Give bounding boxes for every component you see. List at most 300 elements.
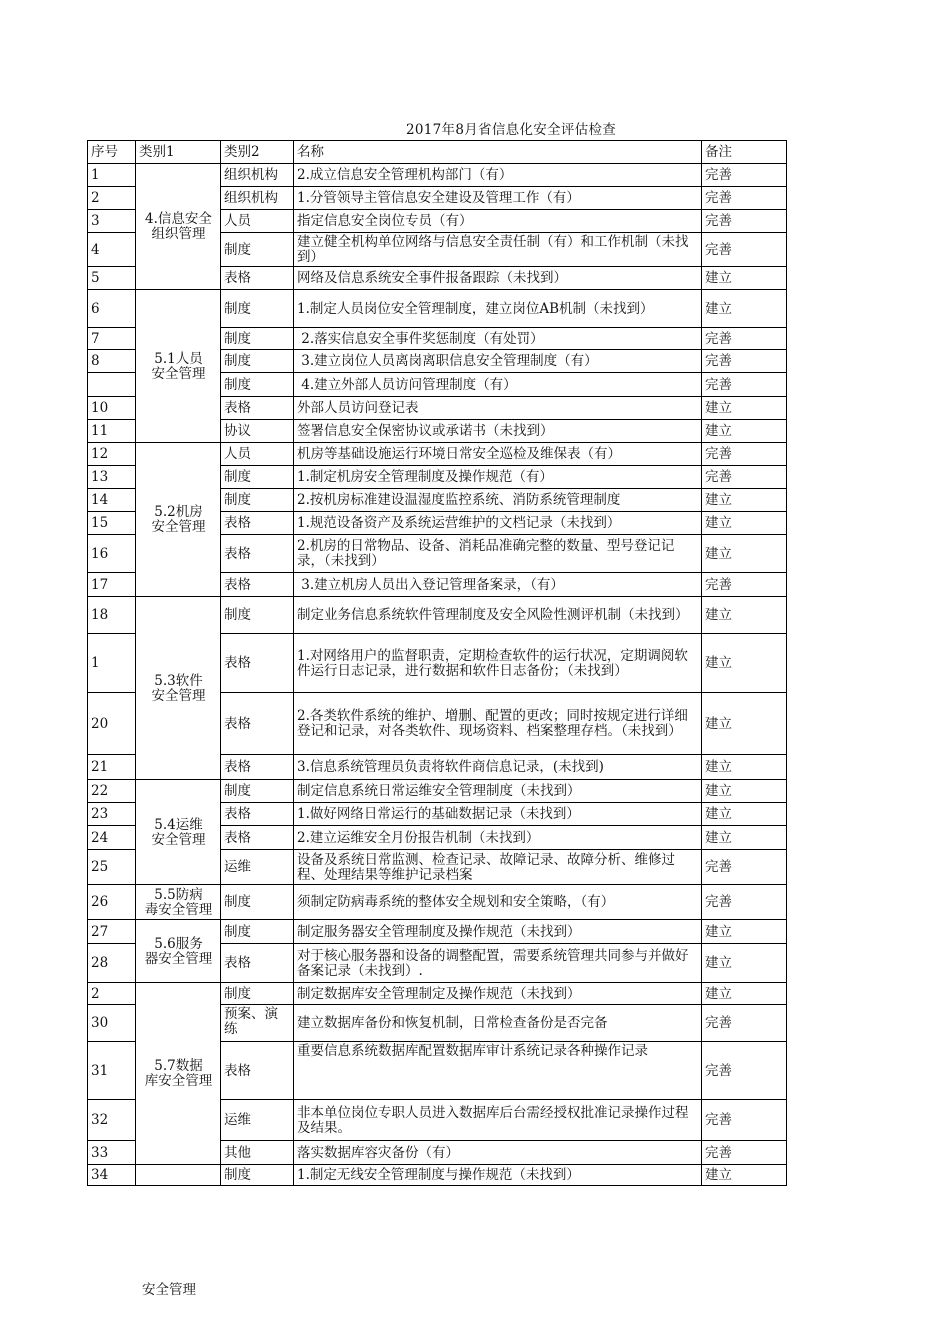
row-note (701, 572, 787, 597)
row-no-text: 33 (91, 1144, 109, 1161)
category1-cell (135, 289, 221, 443)
row-no (87, 596, 136, 634)
row-category2-text: 运维 (224, 1112, 251, 1128)
row-no (87, 692, 136, 755)
row-name (293, 534, 702, 573)
row-note (701, 802, 787, 826)
row-name-text: 制定信息系统日常运维安全管理制度（未找到） (297, 783, 581, 799)
row-no-text: 2 (91, 985, 100, 1002)
row-category2-text: 制度 (224, 783, 251, 799)
row-no-text: 12 (91, 446, 109, 462)
row-name (293, 186, 702, 210)
row-name-text: 1.规范设备资产及系统运营维护的文档记录（未找到） (297, 515, 621, 531)
row-category2 (220, 572, 294, 597)
row-name-text: 建立数据库备份和恢复机制，日常检查备份是否完备 (297, 1015, 608, 1031)
category1-cell (135, 884, 221, 920)
row-no (87, 849, 136, 885)
category1-cell (135, 779, 221, 885)
row-note-text: 完善 (705, 1144, 732, 1161)
row-category2 (220, 884, 294, 920)
row-note (701, 372, 787, 397)
row-category2 (220, 802, 294, 826)
row-no (87, 825, 136, 850)
row-no-text: 14 (91, 492, 109, 508)
row-note-text: 建立 (705, 655, 732, 671)
row-category2 (220, 1099, 294, 1141)
row-name-text: 落实数据库容灾备份（有） (297, 1144, 459, 1161)
row-name (293, 884, 702, 920)
row-note (701, 596, 787, 634)
header-note-text: 备注 (705, 144, 732, 160)
row-note-text: 建立 (705, 955, 732, 971)
row-name (293, 633, 702, 693)
row-note (701, 266, 787, 290)
row-note-text: 建立 (705, 1166, 732, 1183)
row-name-text: 2.落实信息安全事件奖惩制度（有处罚） (297, 330, 544, 347)
document-title: 2017年8月省信息化安全评估检查 (406, 122, 617, 138)
row-note (701, 982, 787, 1005)
row-category2-text: 表格 (224, 576, 251, 593)
row-category2 (220, 396, 294, 420)
row-no (87, 779, 136, 803)
row-note (701, 884, 787, 920)
row-category2-text: 表格 (224, 270, 251, 286)
row-name (293, 372, 702, 397)
row-note-text: 完善 (705, 469, 732, 485)
row-category2 (220, 943, 294, 983)
row-category2-text: 表格 (224, 955, 251, 971)
row-no-text: 31 (91, 1062, 109, 1079)
row-name-text: 外部人员访问登记表 (297, 400, 419, 416)
row-category2 (220, 289, 294, 328)
row-category2 (220, 419, 294, 443)
header-name-text: 名称 (297, 144, 324, 160)
row-category2-text: 其他 (224, 1144, 251, 1161)
row-name (293, 1004, 702, 1042)
row-category2 (220, 779, 294, 803)
row-category2-text: 制度 (224, 923, 251, 940)
row-category2-text: 制度 (224, 492, 251, 508)
row-category2 (220, 1004, 294, 1042)
row-category2 (220, 1041, 294, 1100)
row-name (293, 163, 702, 187)
row-no (87, 232, 136, 267)
row-no-text: 1 (91, 167, 100, 183)
row-no-text: 25 (91, 859, 109, 875)
row-note-text: 完善 (705, 376, 732, 393)
row-category2-text: 制度 (224, 985, 251, 1002)
category1-cell (135, 919, 221, 983)
row-note-text: 完善 (705, 353, 732, 369)
row-note-text: 完善 (705, 241, 732, 258)
row-note (701, 1099, 787, 1141)
row-no-text: 2 (91, 190, 100, 206)
row-category2 (220, 186, 294, 210)
row-name (293, 943, 702, 983)
row-note-text: 完善 (705, 213, 732, 229)
row-name (293, 488, 702, 512)
row-category2-text: 表格 (224, 759, 251, 775)
row-no (87, 266, 136, 290)
row-name (293, 1041, 702, 1100)
row-category2 (220, 534, 294, 573)
row-category2 (220, 465, 294, 489)
row-name-text: 3.建立机房人员出入登记管理备案录，（有） (297, 576, 564, 593)
row-note (701, 186, 787, 210)
row-no-text: 28 (91, 955, 109, 971)
row-name (293, 1140, 702, 1165)
row-name (293, 327, 702, 350)
row-name (293, 209, 702, 233)
row-category2 (220, 442, 294, 466)
row-no (87, 1004, 136, 1042)
category1-cell-text: 5.3软件 安全管理 (151, 672, 206, 704)
row-category2 (220, 1140, 294, 1165)
row-note (701, 1140, 787, 1165)
row-note (701, 1041, 787, 1100)
row-category2 (220, 692, 294, 755)
row-no-text: 32 (91, 1112, 109, 1128)
row-note-text: 完善 (705, 1015, 732, 1031)
row-category2 (220, 327, 294, 350)
row-note-text: 建立 (705, 607, 732, 623)
row-note (701, 943, 787, 983)
row-category2 (220, 163, 294, 187)
row-note (701, 488, 787, 512)
row-no (87, 919, 136, 944)
row-no-text: 11 (91, 423, 109, 439)
category1-cell (135, 596, 221, 780)
row-no (87, 349, 136, 373)
row-no-text: 13 (91, 469, 109, 485)
row-note-text: 完善 (705, 190, 732, 206)
row-name-text: 建立健全机构单位网络与信息安全责任制（有）和工作机制（未找到） (297, 234, 689, 265)
row-category2-text: 制度 (224, 376, 251, 393)
row-name-text: 3.信息系统管理员负责将软件商信息记录，(未找到) (297, 759, 604, 775)
row-category2-text: 协议 (224, 423, 251, 439)
row-note-text: 完善 (705, 1062, 732, 1079)
row-name-text: 重要信息系统数据库配置数据库审计系统记录各种操作记录 (297, 1043, 648, 1059)
row-category2-text: 表格 (224, 806, 251, 822)
row-category2-text: 制度 (224, 330, 251, 347)
row-name (293, 465, 702, 489)
row-category2 (220, 511, 294, 535)
category1-cell-text: 5.4运维 安全管理 (151, 816, 206, 848)
row-no (87, 209, 136, 233)
row-note (701, 511, 787, 535)
row-no-text: 26 (91, 894, 109, 910)
row-category2-text: 人员 (224, 446, 251, 462)
row-no (87, 372, 136, 397)
row-note (701, 825, 787, 850)
row-no-text: 3 (91, 213, 100, 229)
row-note-text: 完善 (705, 1112, 732, 1128)
row-name (293, 572, 702, 597)
row-category2 (220, 919, 294, 944)
row-no-text: 8 (91, 353, 100, 369)
row-name-text: 1.做好网络日常运行的基础数据记录（未找到） (297, 806, 580, 822)
row-category2-text: 制度 (224, 894, 251, 910)
row-note-text: 建立 (705, 829, 732, 846)
row-note (701, 692, 787, 755)
row-category2 (220, 488, 294, 512)
row-name-text: 3.建立岗位人员离岗离职信息安全管理制度（有） (297, 353, 598, 369)
header-category1 (135, 140, 221, 164)
row-no-text: 30 (91, 1015, 109, 1031)
row-note (701, 232, 787, 267)
row-category2 (220, 349, 294, 373)
header-category2 (220, 140, 294, 164)
row-name-text: 指定信息安全岗位专员（有） (297, 213, 473, 229)
row-name-text: 机房等基础设施运行环境日常安全巡检及维保表（有） (297, 446, 621, 462)
row-category2-text: 制度 (224, 241, 251, 258)
row-no-text: 21 (91, 759, 109, 775)
row-no (87, 442, 136, 466)
row-note (701, 349, 787, 373)
row-category2-text: 表格 (224, 655, 251, 671)
row-no-text: 4 (91, 241, 100, 258)
row-category2-text: 组织机构 (224, 190, 278, 206)
row-note (701, 396, 787, 420)
row-note-text: 建立 (705, 515, 732, 531)
category1-cell-text: 5.5防病 毒安全管理 (144, 886, 213, 918)
row-name (293, 825, 702, 850)
row-note-text: 建立 (705, 270, 732, 286)
row-no (87, 884, 136, 920)
row-no-text: 20 (91, 715, 109, 732)
row-category2-text: 表格 (224, 829, 251, 846)
row-name (293, 692, 702, 755)
row-name (293, 232, 702, 267)
row-note-text: 建立 (705, 300, 732, 317)
row-name-text: 制定业务信息系统软件管理制度及安全风险性测评机制（未找到） (297, 607, 689, 623)
row-note-text: 建立 (705, 492, 732, 508)
row-no (87, 534, 136, 573)
row-name-text: 4.建立外部人员访问管理制度（有） (297, 376, 517, 393)
row-note (701, 754, 787, 780)
row-name (293, 919, 702, 944)
row-note-text: 建立 (705, 715, 732, 732)
row-no-text: 34 (91, 1166, 109, 1183)
row-name (293, 396, 702, 420)
category1-cell (135, 982, 221, 1165)
row-no (87, 488, 136, 512)
category1-cell (135, 442, 221, 597)
row-name-text: 签署信息安全保密协议或承诺书（未找到） (297, 423, 554, 439)
footer-note: 安全管理 (142, 1282, 196, 1298)
row-name-text: 设备及系统日常监测、检查记录、故障记录、故障分析、维修过程、处理结果等维护记录档案 (297, 851, 675, 883)
row-category2-text: 表格 (224, 715, 251, 732)
header-note (701, 140, 787, 164)
row-category2 (220, 825, 294, 850)
row-category2 (220, 849, 294, 885)
row-no-text: 23 (91, 806, 109, 822)
row-note (701, 1004, 787, 1042)
row-category2 (220, 209, 294, 233)
row-note-text: 建立 (705, 545, 732, 562)
header-name (293, 140, 702, 164)
row-name (293, 849, 702, 885)
row-name (293, 802, 702, 826)
row-no (87, 327, 136, 350)
row-note-text: 建立 (705, 400, 732, 416)
header-no-text: 序号 (91, 144, 118, 160)
row-no (87, 396, 136, 420)
row-no-text: 16 (91, 545, 109, 562)
row-name-text: 对于核心服务器和设备的调整配置，需要系统管理共同参与并做好备案记录（未找到）. (297, 947, 689, 979)
row-category2-text: 制度 (224, 607, 251, 623)
row-note-text: 建立 (705, 759, 732, 775)
row-note (701, 534, 787, 573)
row-name-text: 2.按机房标准建设温湿度监控系统、消防系统管理制度 (297, 492, 621, 508)
row-category2-text: 组织机构 (224, 167, 278, 183)
row-note (701, 849, 787, 885)
row-no-text: 24 (91, 829, 109, 846)
row-category2 (220, 232, 294, 267)
row-no-text: 5 (91, 270, 100, 286)
row-category2-text: 制度 (224, 469, 251, 485)
row-no (87, 633, 136, 693)
row-no-text: 6 (91, 300, 100, 317)
row-note-text: 建立 (705, 806, 732, 822)
row-no (87, 186, 136, 210)
row-name (293, 1099, 702, 1141)
row-name-text: 1.制定无线安全管理制度与操作规范（未找到） (297, 1166, 580, 1183)
row-name-text: 制定数据库安全管理制定及操作规范（未找到） (297, 985, 581, 1002)
row-name-text: 1.制定机房安全管理制度及操作规范（有） (297, 469, 553, 485)
row-no (87, 289, 136, 328)
row-note (701, 465, 787, 489)
evaluation-table (87, 140, 787, 1208)
row-note (701, 327, 787, 350)
row-no-text: 18 (91, 607, 109, 623)
row-category2-text: 表格 (224, 545, 251, 562)
row-note (701, 1164, 787, 1186)
row-no-text: 15 (91, 515, 109, 531)
header-category2-text: 类别2 (224, 144, 260, 160)
header-no (87, 140, 136, 164)
row-no-text: 10 (91, 400, 109, 416)
row-name (293, 511, 702, 535)
row-note-text: 完善 (705, 446, 732, 462)
row-no (87, 754, 136, 780)
category1-cell-text: 5.7数据 库安全管理 (144, 1058, 213, 1089)
row-note-text: 建立 (705, 985, 732, 1002)
row-note (701, 163, 787, 187)
row-note-text: 建立 (705, 783, 732, 799)
row-category2-text: 人员 (224, 213, 251, 229)
row-name (293, 442, 702, 466)
row-category2 (220, 372, 294, 397)
row-no (87, 943, 136, 983)
row-no-text: 22 (91, 783, 109, 799)
row-note-text: 建立 (705, 923, 732, 940)
row-category2-text: 制度 (224, 300, 251, 317)
row-name-text: 网络及信息系统安全事件报备跟踪（未找到） (297, 270, 567, 286)
row-note (701, 209, 787, 233)
row-name-text: 非本单位岗位专职人员进入数据库后台需经授权批准记录操作过程及结果。 (297, 1104, 689, 1136)
row-no (87, 511, 136, 535)
row-name-text: 须制定防病毒系统的整体安全规划和安全策略，（有） (297, 894, 615, 910)
row-name (293, 266, 702, 290)
row-note (701, 633, 787, 693)
row-no (87, 419, 136, 443)
row-category2 (220, 982, 294, 1005)
row-category2-text: 制度 (224, 353, 251, 369)
row-name-text: 2.机房的日常物品、设备、消耗品准确完整的数量、型号登记记录，（未找到） (297, 538, 675, 569)
row-category2-text: 预案、演练 (224, 1006, 278, 1037)
row-name (293, 779, 702, 803)
row-no (87, 982, 136, 1005)
row-name (293, 754, 702, 780)
row-note-text: 建立 (705, 423, 732, 439)
row-note-text: 完善 (705, 859, 732, 875)
row-no-text: 27 (91, 923, 109, 940)
row-no-text: 7 (91, 330, 100, 347)
row-name (293, 1164, 702, 1186)
row-name-text: 1.制定人员岗位安全管理制度，建立岗位AB机制（未找到） (297, 300, 654, 317)
row-category2-text: 表格 (224, 1062, 251, 1079)
row-name (293, 419, 702, 443)
row-name (293, 596, 702, 634)
category1-cell (135, 163, 221, 290)
row-name-text: 1.对网络用户的监督职责，定期检查软件的运行状况，定期调阅软件运行日志记录，进行数据和软件日志备份；（未找到） (297, 647, 688, 679)
category1-cell-text: 4.信息安全 组织管理 (145, 211, 212, 242)
category1-cell-text: 5.2机房 安全管理 (151, 504, 206, 535)
row-note-text: 完善 (705, 330, 732, 347)
row-no (87, 572, 136, 597)
row-category2-text: 表格 (224, 400, 251, 416)
row-category2-text: 运维 (224, 859, 251, 875)
row-name (293, 349, 702, 373)
row-note (701, 419, 787, 443)
row-category2 (220, 596, 294, 634)
row-note (701, 289, 787, 328)
row-no (87, 1140, 136, 1165)
row-note (701, 442, 787, 466)
row-no (87, 465, 136, 489)
row-no-text: 17 (91, 576, 109, 593)
row-category2 (220, 266, 294, 290)
row-note (701, 779, 787, 803)
header-category1-text: 类别1 (139, 144, 175, 160)
row-name-text: 2.建立运维安全月份报告机制（未找到） (297, 829, 540, 846)
row-no (87, 1041, 136, 1100)
row-no (87, 1164, 136, 1186)
row-no-text: 1 (91, 655, 100, 671)
category1-cell (135, 1164, 221, 1186)
row-category2 (220, 1164, 294, 1186)
row-note-text: 完善 (705, 167, 732, 183)
row-category2-text: 表格 (224, 515, 251, 531)
row-name-text: 2.各类软件系统的维护、增删、配置的更改；同时按规定进行详细登记和记录，对各类软件、现场资料、档案整理存档。（未找到） (297, 708, 688, 739)
row-no (87, 1099, 136, 1141)
row-name-text: 2.成立信息安全管理机构部门（有） (297, 167, 513, 183)
row-no (87, 163, 136, 187)
row-category2 (220, 633, 294, 693)
category1-cell-text: 5.1人员 安全管理 (151, 350, 206, 382)
row-note (701, 919, 787, 944)
category1-cell-text: 5.6服务 器安全管理 (144, 935, 213, 967)
row-note-text: 完善 (705, 894, 732, 910)
row-name (293, 982, 702, 1005)
row-name-text: 1.分管领导主管信息安全建设及管理工作（有） (297, 190, 580, 206)
row-category2 (220, 754, 294, 780)
row-name-text: 制定服务器安全管理制度及操作规范（未找到） (297, 923, 581, 940)
row-category2-text: 制度 (224, 1166, 251, 1183)
row-note-text: 完善 (705, 576, 732, 593)
row-name (293, 289, 702, 328)
